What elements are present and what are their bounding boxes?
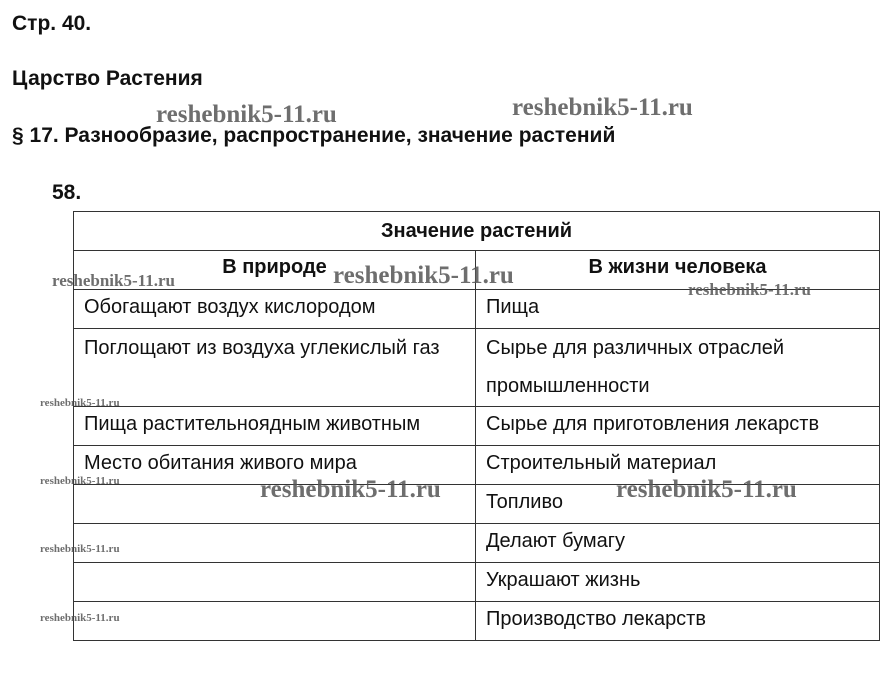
column-header-human-life: В жизни человека	[476, 251, 880, 290]
table-row	[74, 329, 880, 407]
column-header-nature: В природе	[74, 251, 476, 290]
table-cell: Обогащают воздух кислородом	[74, 290, 476, 329]
table-row	[74, 407, 880, 446]
watermark: reshebnik5-11.ru	[40, 475, 120, 487]
watermark: reshebnik5-11.ru	[156, 101, 337, 128]
table-row	[74, 446, 880, 485]
table-row	[74, 602, 880, 641]
table-cell: Сырье для различных отраслей промышленности	[476, 329, 880, 407]
watermark: reshebnik5-11.ru	[616, 476, 797, 503]
table-cell: Производство лекарств	[476, 602, 880, 641]
chapter-title: Царство Растения	[12, 67, 203, 90]
table-cell: Место обитания живого мира	[74, 446, 476, 485]
watermark: reshebnik5-11.ru	[40, 612, 120, 624]
watermark: reshebnik5-11.ru	[40, 397, 120, 409]
table-row	[74, 290, 880, 329]
table-cell	[74, 563, 476, 602]
watermark: reshebnik5-11.ru	[260, 476, 441, 503]
table-cell	[74, 524, 476, 563]
table-row	[74, 563, 880, 602]
table-cell	[74, 602, 476, 641]
table-cell: Делают бумагу	[476, 524, 880, 563]
watermark: reshebnik5-11.ru	[333, 262, 514, 289]
table-cell: Сырье для приготовления лекарств	[476, 407, 880, 446]
table-row	[74, 524, 880, 563]
table-row	[74, 485, 880, 524]
table-cell: Строительный материал	[476, 446, 880, 485]
watermark: reshebnik5-11.ru	[512, 94, 693, 121]
page-number: Стр. 40.	[12, 12, 92, 35]
table-title: Значение растений	[74, 212, 880, 251]
table-cell: Украшают жизнь	[476, 563, 880, 602]
table-cell	[74, 485, 476, 524]
watermark: reshebnik5-11.ru	[52, 271, 175, 290]
section-title: § 17. Разнообразие, распространение, значение растений	[12, 124, 616, 147]
table-cell: Поглощают из воздуха углекислый газ	[74, 329, 476, 407]
plant-values-table	[73, 211, 880, 641]
watermark: reshebnik5-11.ru	[40, 543, 120, 555]
table-cell: Пища растительноядным животным	[74, 407, 476, 446]
task-number: 58.	[52, 181, 82, 204]
table-cell: Топливо	[476, 485, 880, 524]
watermark: reshebnik5-11.ru	[688, 280, 811, 299]
table-cell: Пища	[476, 290, 880, 329]
